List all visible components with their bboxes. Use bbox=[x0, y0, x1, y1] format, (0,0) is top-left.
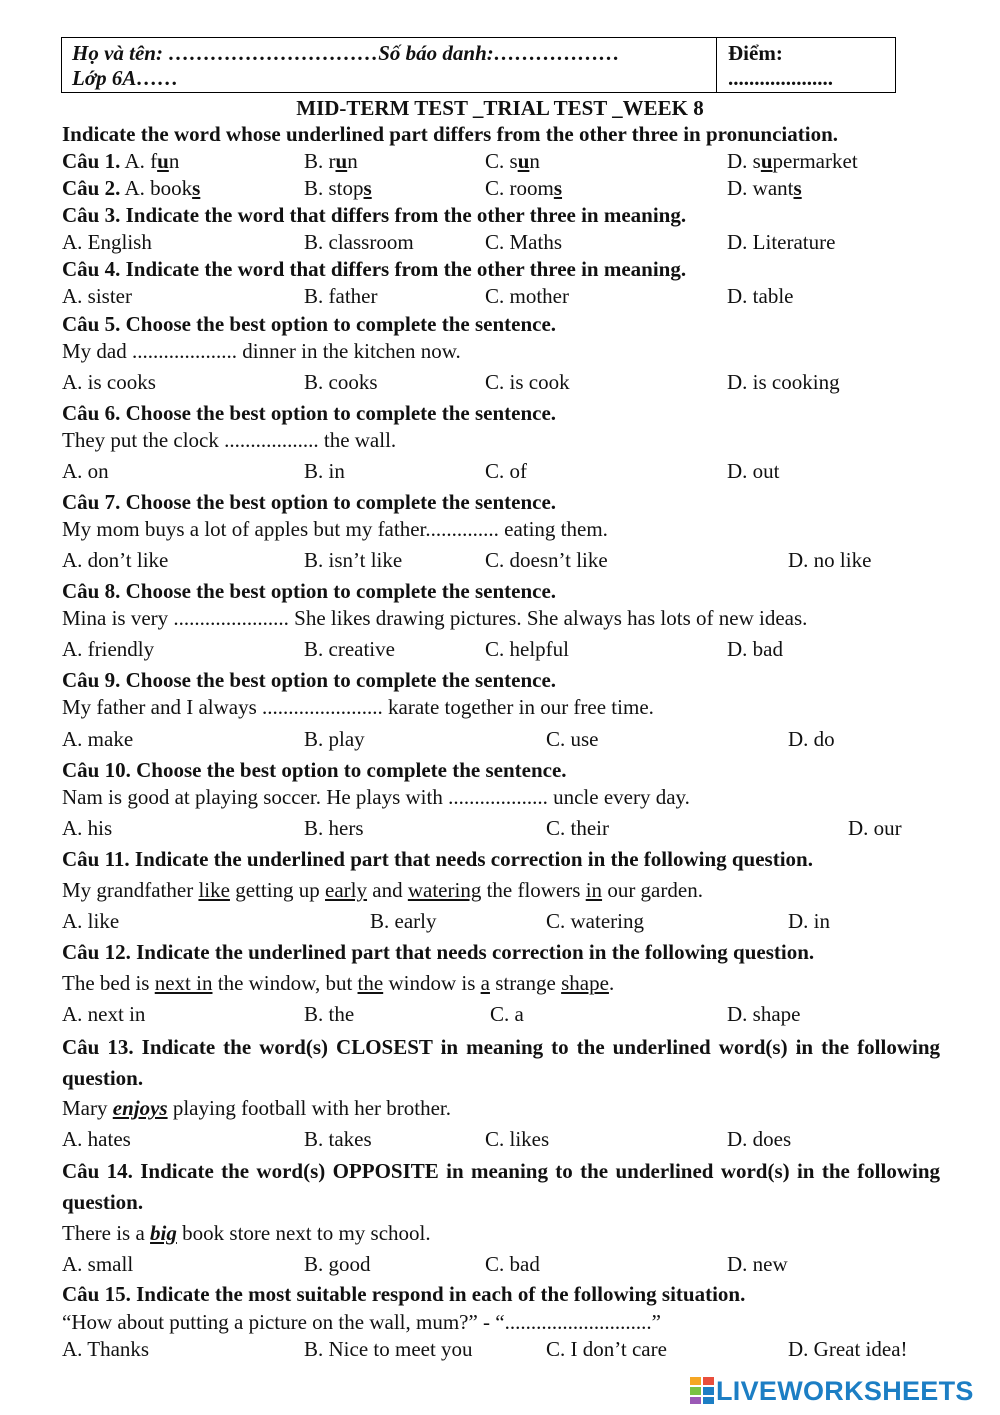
liveworksheets-watermark bbox=[690, 1374, 974, 1408]
q7-option-b[interactable]: B. isn’t like bbox=[304, 548, 403, 572]
q10-sentence: Nam is good at playing soccer. He plays with ................... uncle every day. bbox=[62, 785, 690, 809]
q8-option-d[interactable]: D. bad bbox=[727, 637, 783, 661]
q6-option-c[interactable]: C. of bbox=[485, 459, 527, 483]
q2-option-a[interactable]: A. books bbox=[124, 176, 201, 200]
q13-option-a[interactable]: A. hates bbox=[62, 1127, 131, 1151]
q7-option-c[interactable]: C. doesn’t like bbox=[485, 548, 608, 572]
q12-sentence: The bed is next in the window, but the window is a strange shape. bbox=[62, 971, 615, 995]
q15-option-a[interactable]: A. Thanks bbox=[62, 1337, 150, 1361]
q6-sentence: They put the clock .................. the wall. bbox=[62, 428, 397, 452]
q12-option-d[interactable]: D. shape bbox=[727, 1002, 801, 1026]
name-field-label: Họ và tên: ………………………… bbox=[72, 41, 379, 65]
q10-option-d[interactable]: D. our bbox=[848, 816, 902, 840]
q5-option-d[interactable]: D. is cooking bbox=[727, 370, 840, 394]
q2-option-c[interactable]: C. rooms bbox=[485, 176, 563, 200]
q13-instruction: Câu 13. Indicate the word(s) CLOSEST in meaning to the underlined word(s) in the following question. bbox=[62, 1035, 940, 1090]
q13-option-b[interactable]: B. takes bbox=[304, 1127, 372, 1151]
q6-option-b[interactable]: B. in bbox=[304, 459, 345, 483]
q12-option-c[interactable]: C. a bbox=[490, 1002, 524, 1026]
question-2 bbox=[62, 175, 200, 202]
q10-option-c[interactable]: C. their bbox=[546, 816, 609, 840]
q11-option-d[interactable]: D. in bbox=[788, 909, 830, 933]
score-cell bbox=[718, 38, 895, 98]
q7-instruction: Câu 7. Choose the best option to complete the sentence. bbox=[62, 490, 557, 514]
q11-option-a[interactable]: A. like bbox=[62, 909, 120, 933]
q8-instruction: Câu 8. Choose the best option to complete the sentence. bbox=[62, 579, 557, 603]
q10-option-b[interactable]: B. hers bbox=[304, 816, 364, 840]
q5-sentence: My dad .................... dinner in the kitchen now. bbox=[62, 339, 461, 363]
q14-option-b[interactable]: B. good bbox=[304, 1252, 371, 1276]
q1-option-a[interactable]: A. fun bbox=[124, 149, 180, 173]
q8-option-a[interactable]: A. friendly bbox=[62, 637, 155, 661]
q8-sentence: Mina is very ...................... She likes drawing pictures. She always has lots of new ideas. bbox=[62, 606, 808, 630]
student-info-cell bbox=[62, 38, 717, 92]
q2-option-b[interactable]: B. stops bbox=[304, 176, 372, 200]
q9-option-a[interactable]: A. make bbox=[62, 727, 134, 751]
q9-option-b[interactable]: B. play bbox=[304, 727, 365, 751]
score-label: Điểm: bbox=[728, 41, 783, 65]
q1-option-c[interactable]: C. sun bbox=[485, 149, 540, 173]
q5-option-c[interactable]: C. is cook bbox=[485, 370, 570, 394]
liveworksheets-brand-text: LIVEWORKSHEETS bbox=[716, 1376, 974, 1406]
q15-option-d[interactable]: D. Great idea! bbox=[788, 1337, 908, 1361]
q13-sentence: Mary enjoys playing football with her brother. bbox=[62, 1096, 452, 1120]
sbd-field-label: Số báo danh:……………… bbox=[378, 41, 620, 65]
q7-sentence: My mom buys a lot of apples but my father.............. eating them. bbox=[62, 517, 608, 541]
q7-option-a[interactable]: A. don’t like bbox=[62, 548, 169, 572]
q3-option-c[interactable]: C. Maths bbox=[485, 230, 563, 254]
q12-option-b[interactable]: B. the bbox=[304, 1002, 355, 1026]
q14-option-d[interactable]: D. new bbox=[727, 1252, 788, 1276]
q8-option-c[interactable]: C. helpful bbox=[485, 637, 569, 661]
q14-option-c[interactable]: C. bad bbox=[485, 1252, 540, 1276]
q7-option-d[interactable]: D. no like bbox=[788, 548, 872, 572]
q15-option-b[interactable]: B. Nice to meet you bbox=[304, 1337, 473, 1361]
q3-instruction: Câu 3. Indicate the word that differs from the other three in meaning. bbox=[62, 203, 687, 227]
q13-option-c[interactable]: C. likes bbox=[485, 1127, 550, 1151]
q11-instruction: Câu 11. Indicate the underlined part that needs correction in the following question. bbox=[62, 847, 813, 871]
q9-sentence: My father and I always ....................... karate together in our free time. bbox=[62, 695, 654, 719]
score-dots: .................... bbox=[728, 66, 833, 90]
q1-option-d[interactable]: D. supermarket bbox=[727, 149, 858, 173]
q6-instruction: Câu 6. Choose the best option to complete the sentence. bbox=[62, 401, 557, 425]
q12-option-a[interactable]: A. next in bbox=[62, 1002, 146, 1026]
q9-instruction: Câu 9. Choose the best option to complete the sentence. bbox=[62, 668, 557, 692]
q9-option-c[interactable]: C. use bbox=[546, 727, 599, 751]
test-title: MID-TERM TEST _TRIAL TEST _WEEK 8 bbox=[296, 96, 704, 120]
q5-option-a[interactable]: A. is cooks bbox=[62, 370, 156, 394]
q10-instruction: Câu 10. Choose the best option to complete the sentence. bbox=[62, 758, 567, 782]
pronunciation-instruction: Indicate the word whose underlined part differs from the other three in pronunciation. bbox=[62, 122, 839, 146]
q3-option-b[interactable]: B. classroom bbox=[304, 230, 414, 254]
student-info-box bbox=[61, 37, 896, 93]
q1-option-b[interactable]: B. run bbox=[304, 149, 358, 173]
q14-instruction: Câu 14. Indicate the word(s) OPPOSITE in meaning to the underlined word(s) in the following question. bbox=[62, 1159, 940, 1214]
q4-option-c[interactable]: C. mother bbox=[485, 284, 569, 308]
q11-option-b[interactable]: B. early bbox=[370, 909, 437, 933]
liveworksheets-logo-icon bbox=[690, 1377, 714, 1404]
q12-instruction: Câu 12. Indicate the underlined part that needs correction in the following question. bbox=[62, 940, 815, 964]
class-field-label: Lớp 6A…… bbox=[72, 66, 179, 90]
q13-option-d[interactable]: D. does bbox=[727, 1127, 792, 1151]
q4-option-a[interactable]: A. sister bbox=[62, 284, 132, 308]
q5-option-b[interactable]: B. cooks bbox=[304, 370, 378, 394]
question-1 bbox=[62, 148, 179, 175]
q3-option-d[interactable]: D. Literature bbox=[727, 230, 836, 254]
q15-instruction: Câu 15. Indicate the most suitable respond in each of the following situation. bbox=[62, 1282, 746, 1306]
q4-instruction: Câu 4. Indicate the word that differs from the other three in meaning. bbox=[62, 257, 687, 281]
q4-option-d[interactable]: D. table bbox=[727, 284, 794, 308]
q6-option-a[interactable]: A. on bbox=[62, 459, 109, 483]
q8-option-b[interactable]: B. creative bbox=[304, 637, 395, 661]
question-number: Câu 2. bbox=[62, 176, 121, 200]
q9-option-d[interactable]: D. do bbox=[788, 727, 835, 751]
q5-instruction: Câu 5. Choose the best option to complete the sentence. bbox=[62, 312, 557, 336]
q4-option-b[interactable]: B. father bbox=[304, 284, 378, 308]
question-number: Câu 1. bbox=[62, 149, 121, 173]
q6-option-d[interactable]: D. out bbox=[727, 459, 780, 483]
q15-sentence: “How about putting a picture on the wall, mum?” - “............................” bbox=[62, 1310, 661, 1334]
q10-option-a[interactable]: A. his bbox=[62, 816, 113, 840]
q15-option-c[interactable]: C. I don’t care bbox=[546, 1337, 667, 1361]
q2-option-d[interactable]: D. wants bbox=[727, 176, 802, 200]
q14-option-a[interactable]: A. small bbox=[62, 1252, 134, 1276]
q14-sentence: There is a big book store next to my school. bbox=[62, 1221, 431, 1245]
q11-option-c[interactable]: C. watering bbox=[546, 909, 644, 933]
q11-sentence: My grandfather like getting up early and watering the flowers in our garden. bbox=[62, 878, 703, 902]
q3-option-a[interactable]: A. English bbox=[62, 230, 152, 254]
